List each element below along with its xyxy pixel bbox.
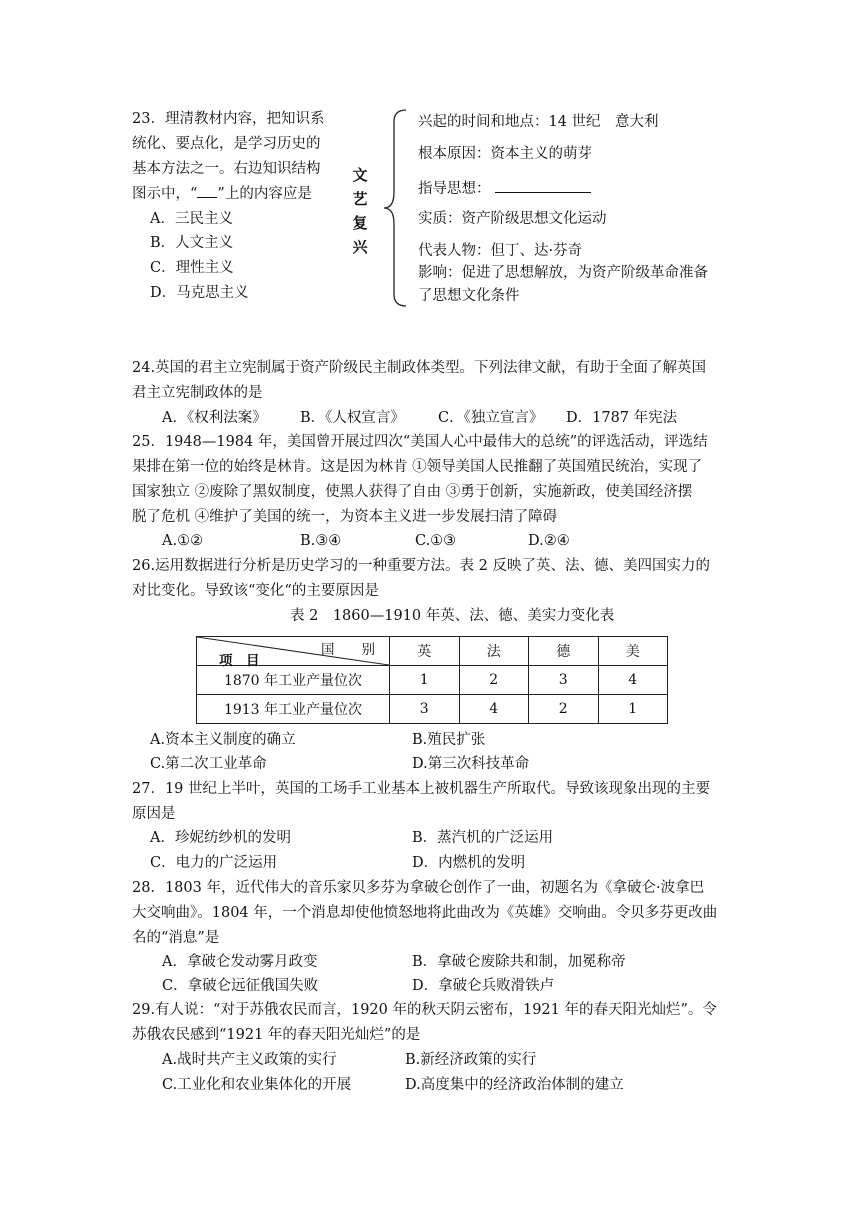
row-label: 1913 年工业产量位次	[197, 695, 390, 724]
q25-option-b: B.③④	[300, 533, 342, 549]
q27-option-d: D．内燃机的发明	[412, 855, 526, 871]
row-label: 1870 年工业产量位次	[197, 666, 390, 695]
diagram-item-guiding-idea	[418, 178, 591, 198]
q28-line-1: 28．1803 年，近代伟大的音乐家贝多芬为拿破仑创作了一曲，初题名为《拿破仑·波拿巴	[132, 880, 705, 896]
q27-option-c: C．电力的广泛运用	[150, 855, 278, 871]
q26-option-a: A.资本主义制度的确立	[150, 732, 296, 748]
column-header: 美	[598, 637, 668, 666]
q29-option-c: C.工业化和农业集体化的开展	[162, 1077, 352, 1093]
guiding-idea-label: 指导思想：	[418, 181, 491, 197]
table-cell: 4	[598, 666, 668, 695]
q28-option-c: C．拿破仑远征俄国失败	[162, 978, 319, 994]
diagram-item-root-cause: 根本原因：资本主义的萌芽	[418, 146, 592, 162]
diagram-item-essence: 实质：资产阶级思想文化运动	[418, 211, 607, 227]
column-header: 英	[390, 637, 460, 666]
column-header: 法	[459, 637, 529, 666]
q23-option-d: D．马克思主义	[150, 285, 249, 301]
q28-line-3: 名的“消息”是	[132, 930, 220, 946]
table-cell: 3	[529, 666, 599, 695]
q23-line-4	[132, 185, 312, 203]
q29-option-d: D.高度集中的经济政治体制的建立	[405, 1077, 624, 1093]
q24-option-c: C．《独立宣言》	[438, 410, 544, 426]
guiding-idea-blank	[495, 178, 591, 193]
corner-label-country: 国 别	[321, 642, 375, 658]
q23-option-a: A．三民主义	[150, 211, 233, 227]
table-title: 表 2 1860—1910 年英、法、德、美实力变化表	[290, 608, 615, 624]
q23-option-b: B．人文主义	[150, 235, 234, 251]
q26-line-2: 对比变化。导致该“变化“的主要原因是	[132, 583, 379, 599]
table-cell: 3	[390, 695, 460, 724]
table-cell: 1	[598, 695, 668, 724]
table-header-row	[197, 637, 668, 666]
q24-option-d: D．1787 年宪法	[566, 410, 678, 426]
table-cell: 4	[459, 695, 529, 724]
table-row	[197, 695, 668, 724]
diagram-topic-label: 文艺复兴	[352, 166, 368, 256]
answer-blank	[197, 185, 217, 198]
q28-option-a: A．拿破仑发动雾月政变	[162, 954, 318, 970]
q23-line-4-prefix: 图示中，“	[132, 186, 198, 202]
q25-option-c: C.①③	[415, 533, 457, 549]
corner-label-item: 项 目	[219, 653, 260, 669]
table-cell: 1	[390, 666, 460, 695]
q24-option-a: A．《权利法案》	[162, 410, 267, 426]
q24-option-b: B．《人权宣言》	[300, 410, 405, 426]
q29-option-b: B.新经济政策的实行	[405, 1052, 537, 1068]
table-corner-cell	[197, 637, 390, 669]
q25-line-3: 国家独立 ②废除了黑奴制度，使黑人获得了自由 ③勇于创新，实施新政，使美国经济摆	[132, 484, 693, 500]
q29-option-a: A.战时共产主义政策的实行	[162, 1052, 337, 1068]
q27-option-a: A．珍妮纺纱机的发明	[150, 830, 291, 846]
table-row	[197, 666, 668, 695]
q27-line-2: 原因是	[132, 806, 176, 822]
q23-line-1: 23．理清教材内容，把知识系	[132, 111, 325, 127]
data-table	[196, 636, 668, 724]
q29-line-2: 苏俄农民感到“1921 年的春天阳光灿烂”的是	[132, 1027, 421, 1043]
q26-option-d: D.第三次科技革命	[412, 756, 530, 772]
diagram-item-influence-1: 影响：促进了思想解放，为资产阶级革命准备	[418, 265, 708, 281]
table-cell: 2	[459, 666, 529, 695]
diagram-item-influence-2: 了思想文化条件	[418, 288, 520, 304]
q23-option-c: C．理性主义	[150, 260, 234, 276]
q25-line-1: 25．1948—1984 年，美国曾开展过四次“美国人心中最伟大的总统”的评选活动，评选结	[132, 434, 708, 450]
q25-line-2: 果排在第一位的始终是林肯。这是因为林肯 ①领导美国人民推翻了英国殖民统治，实现了	[132, 459, 703, 475]
q25-option-a: A.①②	[162, 533, 204, 549]
q28-line-2: 大交响曲》。1804 年，一个消息却使他愤怒地将此曲改为《英雄》交响曲。令贝多芬更改曲	[132, 905, 718, 921]
q25-option-d: D.②④	[528, 533, 570, 549]
diagram-item-figures: 代表人物：但丁、达·芬奇	[418, 243, 583, 259]
table-cell: 2	[529, 695, 599, 724]
brace-icon	[380, 108, 410, 308]
q28-option-d: D．拿破仑兵败滑铁卢	[412, 978, 555, 994]
q23-line-2: 统化、要点化，是学习历史的	[132, 136, 321, 152]
q27-option-b: B．蒸汽机的广泛运用	[412, 830, 554, 846]
q24-line-2: 君主立宪制政体的是	[132, 385, 263, 401]
q24-line-1: 24.英国的君主立宪制属于资产阶级民主制政体类型。下列法律文献，有助于全面了解英国	[132, 360, 707, 376]
q25-line-4: 脱了危机 ④维护了美国的统一，为资本主义进一步发展扫清了障碍	[132, 509, 558, 525]
q29-line-1: 29.有人说：“对于苏俄农民而言，1920 年的秋天阴云密布，1921 年的春天阳光灿烂”。令	[132, 1002, 717, 1018]
column-header: 德	[529, 637, 599, 666]
q23-line-4-suffix: ”上的内容应是	[217, 186, 312, 202]
q28-option-b: B．拿破仑废除共和制，加冕称帝	[412, 954, 626, 970]
q26-line-1: 26.运用数据进行分析是历史学习的一种重要方法。表 2 反映了英、法、德、美四国实力的	[132, 558, 710, 574]
q26-option-c: C.第二次工业革命	[150, 756, 267, 772]
q27-line-1: 27．19 世纪上半叶，英国的工场手工业基本上被机器生产所取代。导致该现象出现的主要	[132, 781, 711, 797]
q26-option-b: B.殖民扩张	[412, 732, 486, 748]
diagram-item-time-place: 兴起的时间和地点：14 世纪 意大利	[418, 114, 659, 130]
q23-line-3: 基本方法之一。右边知识结构	[132, 161, 321, 177]
